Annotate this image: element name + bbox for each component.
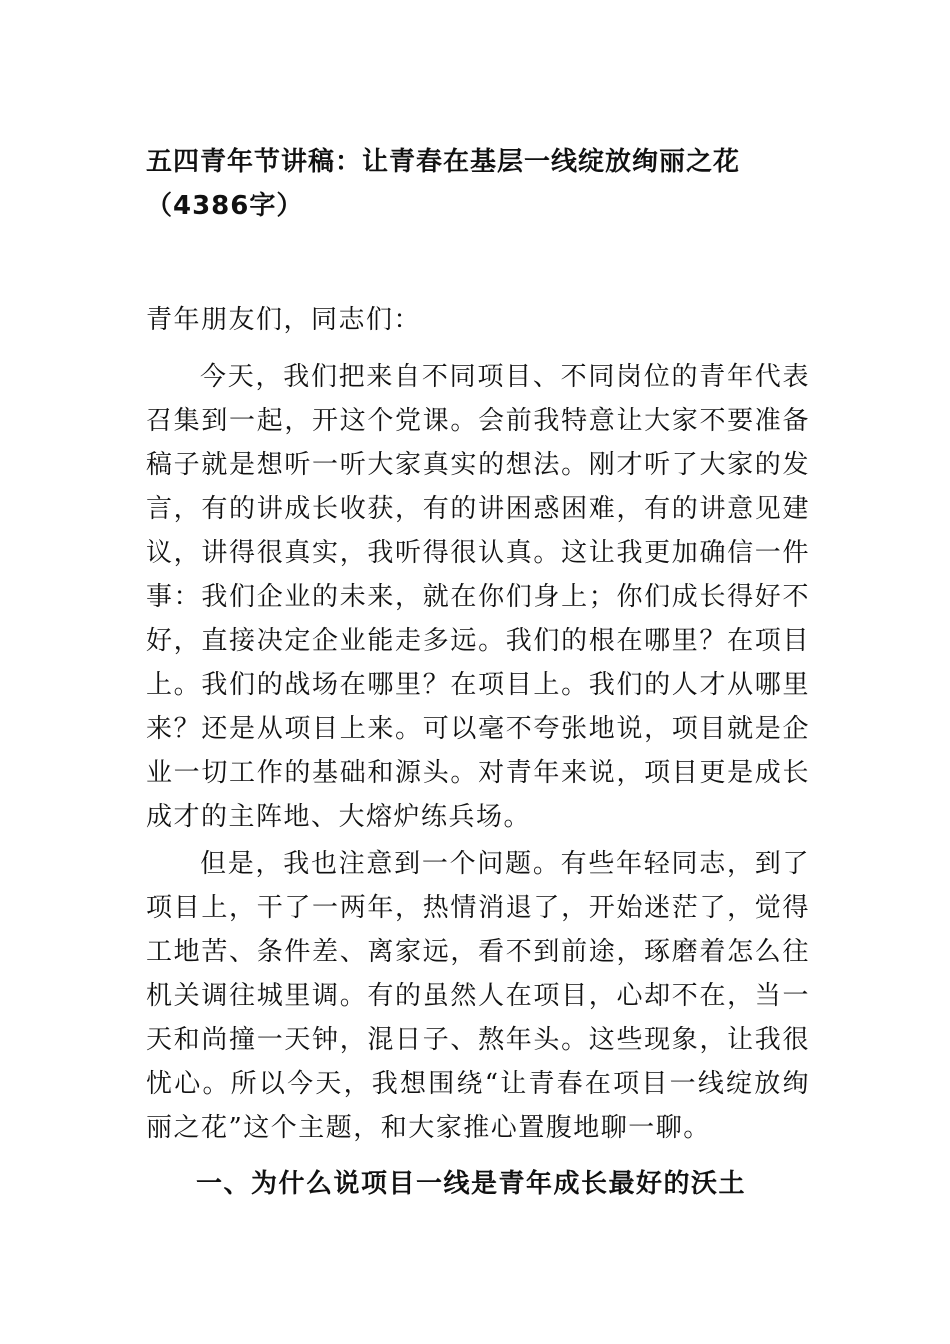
paragraph-1: 今天，我们把来自不同项目、不同岗位的青年代表召集到一起，开这个党课。会前我特意让大家不要准备稿子就是想听一听大家真实的想法。刚才听了大家的发言，有的讲成长收获，有的讲困惑困难，有的讲意见建议，讲得很真实，我听得很认真。这让我更加确信一件事：我们企业的未来，就在你们身上；你们成长得好不好，直接决定企业能走多远。我们的根在哪里？在项目上。我们的战场在哪里？在项目上。我们的人才从哪里来？还是从项目上来。可以毫不夸张地说，项目就是企业一切工作的基础和源头。对青年来说，项目更是成长成才的主阵地、大熔炉练兵场。 [146,362,810,832]
section-heading-1: 一、为什么说项目一线是青年成长最好的沃土 [196,1169,747,1199]
paragraph-2: 但是，我也注意到一个问题。有些年轻同志，到了项目上，干了一两年，热情消退了，开始迷茫了，觉得工地苦、条件差、离家远，看不到前途，琢磨着怎么往机关调往城里调。有的虽然人在项目，心却不在，当一天和尚撞一天钟，混日子、熬年头。这些现象，让我很忧心。所以今天，我想围绕“让青春在项目一线绽放绚丽之花”这个主题，和大家推心置腹地聊一聊。 [146,849,810,1143]
document-title: 五四青年节讲稿：让青春在基层一线绽放绚丽之花（4386字） [146,147,741,221]
salutation: 青年朋友们，同志们： [146,305,422,335]
